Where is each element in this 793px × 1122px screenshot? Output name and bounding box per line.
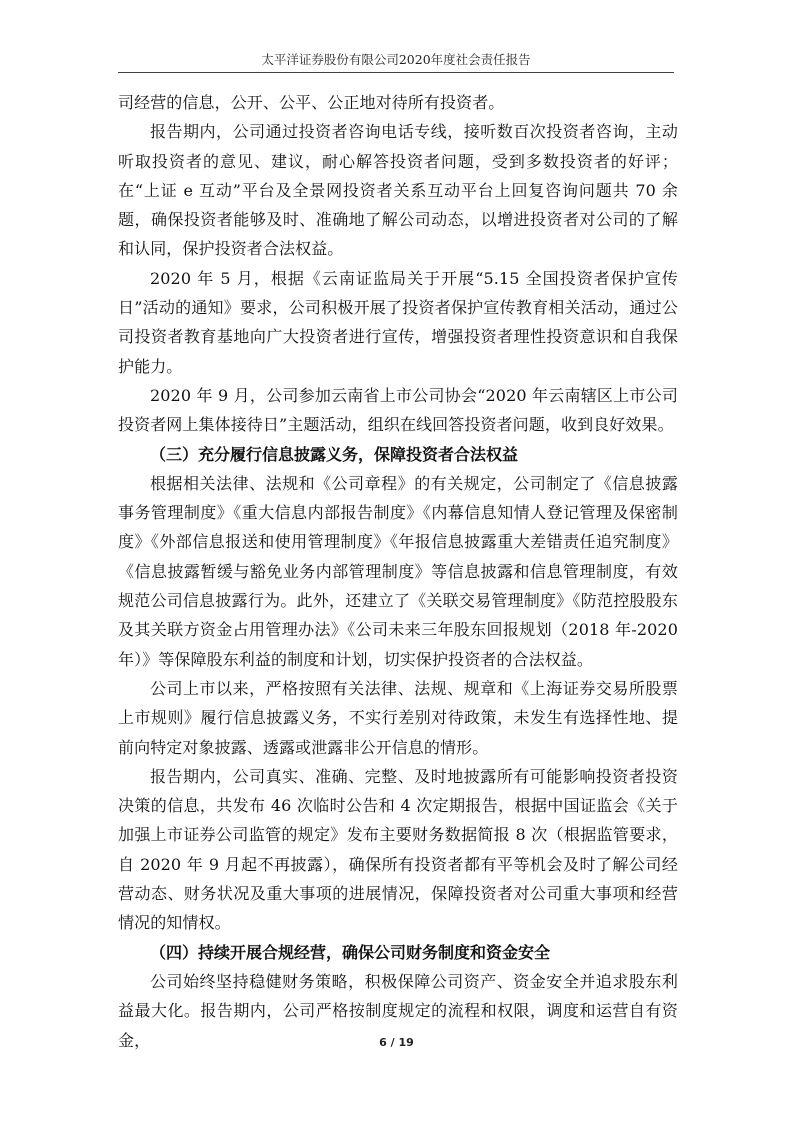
paragraph-sept-2020: 2020 年 9 月，公司参加云南省上市公司协会“2020 年云南辖区上市公司投资者网上集体接待日”主题活动，组织在线回答投资者问题，收到良好效果。 bbox=[118, 385, 678, 435]
page-number: 6 / 19 bbox=[379, 1036, 414, 1049]
header-divider bbox=[118, 72, 674, 73]
paragraph-disclosure-rules: 根据相关法律、法规和《公司章程》的有关规定，公司制定了《信息披露事务管理制度》《重大信息内部报告制度》《内幕信息知情人登记管理及保密制度》《外部信息报送和使用管理制度》《年报信息披露重大差错责任追究制度》《信息披露暂缓与豁免业务内部管理制度》等信息披露和信息管理制度，有效规范公司信息披露行为。此外，还建立了《关联交易管理制度》《防范控股股东及其关联方资金占用管理办法》《公司未来三年股东回报规划（2018 年-2020 年）》等保障股东利益的制度和计划，切实保护投资者的合法权益。 bbox=[118, 473, 678, 669]
paragraph-may-2020: 2020 年 5 月，根据《云南证监局关于开展“5.15 全国投资者保护宣传日”活动的通知》要求，公司积极开展了投资者保护宣传教育相关活动，通过公司投资者教育基地向广大投资者进行宣传，增强投资者理性投资意识和自我保护能力。 bbox=[118, 268, 678, 376]
paragraph-investor-consultation: 报告期内，公司通过投资者咨询电话专线，接听数百次投资者咨询，主动听取投资者的意见、建议，耐心解答投资者问题，受到多数投资者的好评；在“上证 e 互动”平台及全景网投资者关系互动平台上回复咨询问题共 70 余题，确保投资者能够及时、准确地了解公司动态，以增进投资者对公司的了解和认同，保护投资者合法权益。 bbox=[118, 122, 678, 259]
section-heading-4: （四）持续开展合规经营，确保公司财务制度和资金安全 bbox=[150, 942, 551, 962]
paragraph-disclosure-stats: 报告期内，公司真实、准确、完整、及时地披露所有可能影响投资者投资决策的信息，共发布 46 次临时公告和 4 次定期报告，根据中国证监会《关于加强上市证券公司监管的规定》发布主要财务数据简报 8 次（根据监管要求，自 2020 年 9 月起不再披露），确保所有投资者都有平等机会及时了解公司经营动态、财务状况及重大事项的进展情况，保障投资者对公司重大事项和经营情况的知情权。 bbox=[118, 766, 678, 933]
section-heading-3: （三）充分履行信息披露义务，保障投资者合法权益 bbox=[150, 444, 519, 464]
paragraph-financial-strategy: 公司始终坚持稳健财务策略，积极保障公司资产、资金安全并追求股东利益最大化。报告期内，公司严格按制度规定的流程和权限，调度和运营自有资金， bbox=[118, 971, 678, 1050]
document-body bbox=[118, 88, 678, 1055]
paragraph-disclosure-obligation: 公司上市以来，严格按照有关法律、法规、规章和《上海证券交易所股票上市规则》履行信息披露义务，不实行差别对待政策，未发生有选择性地、提前向特定对象披露、透露或泄露非公开信息的情形。 bbox=[118, 678, 678, 757]
page-header: 太平洋证券股份有限公司2020年度社会责任报告 bbox=[261, 52, 531, 67]
paragraph-continuation: 司经营的信息，公开、公平、公正地对待所有投资者。 bbox=[118, 93, 505, 112]
